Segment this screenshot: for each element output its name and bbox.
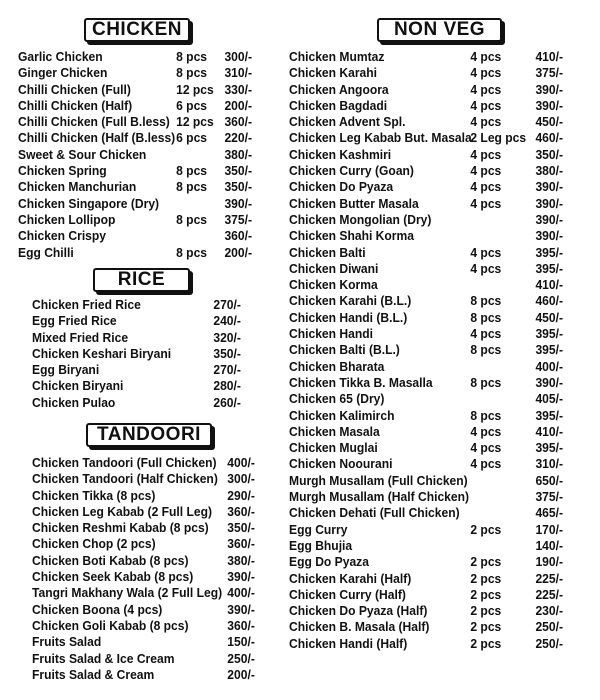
item-name: Chicken Tikka B. Masalla: [289, 374, 433, 390]
item-price: 250/-: [535, 635, 564, 651]
nonveg-menu-item: [289, 212, 568, 228]
item-name: Chicken Reshmi Kabab (8 pcs): [32, 520, 209, 536]
item-price: 225/-: [535, 570, 564, 586]
item-quantity: 4 pcs: [470, 456, 502, 472]
item-price: 390/-: [535, 228, 564, 244]
item-quantity: 4 pcs: [470, 49, 502, 64]
item-name: Chicken Pulao: [32, 394, 116, 410]
item-price: 200/-: [224, 244, 253, 260]
item-name: Chicken Karahi (Half): [289, 570, 412, 586]
item-name: Fruits Salad & Ice Cream: [32, 650, 175, 666]
rice-menu-item: [32, 362, 261, 378]
tandoori-menu-item: [32, 455, 261, 471]
item-quantity: 2 pcs: [470, 521, 502, 537]
item-quantity: 4 pcs: [470, 179, 502, 195]
nonveg-menu-item: [289, 228, 568, 244]
nonveg-section-header: NON VEG: [377, 18, 502, 42]
item-price: 460/-: [535, 130, 564, 146]
item-name: Chicken Handi (B.L.): [289, 309, 408, 325]
item-name: Chicken Curry (Goan): [289, 163, 414, 179]
item-price: 360/-: [227, 503, 255, 519]
item-price: 390/-: [227, 569, 255, 585]
item-name: Chicken Mumtaz: [289, 49, 385, 64]
nonveg-menu-item: [289, 489, 568, 505]
rice-section-header: RICE: [93, 268, 190, 292]
item-price: 360/-: [224, 114, 253, 130]
rice-menu-item: [32, 346, 261, 362]
nonveg-menu-item: [289, 456, 568, 472]
nonveg-menu-item: [289, 65, 568, 81]
item-name: Chicken Manchurian: [18, 179, 137, 195]
item-name: Chicken Karahi: [289, 65, 378, 81]
tandoori-menu-item: [32, 471, 261, 487]
item-name: Chicken Fried Rice: [32, 297, 141, 312]
item-price: 350/-: [224, 163, 253, 179]
item-name: Fruits Salad & Cream: [32, 666, 155, 682]
item-price: 375/-: [535, 489, 564, 505]
item-name: Chicken Leg Kabab But. Masala: [289, 130, 472, 146]
item-quantity: 4 pcs: [470, 146, 502, 162]
item-quantity: 8 pcs: [470, 374, 502, 390]
chicken-menu-item: [18, 114, 260, 130]
item-price: 260/-: [213, 394, 241, 410]
tandoori-section-header: TANDOORI: [86, 423, 212, 447]
item-name: Chicken Shahi Korma: [289, 228, 414, 244]
nonveg-menu-item: [289, 82, 568, 98]
item-name: Chicken Biryani: [32, 378, 124, 394]
rice-menu-item: [32, 297, 261, 313]
item-price: 310/-: [224, 65, 253, 81]
nonveg-menu-item: [289, 440, 568, 456]
item-price: 650/-: [535, 472, 564, 488]
item-price: 395/-: [535, 440, 564, 456]
tandoori-menu-item: [32, 651, 261, 667]
item-name: Chicken Boona (4 pcs): [32, 601, 163, 617]
item-name: Chilli Chicken (Full): [18, 81, 131, 97]
item-quantity: 2 pcs: [470, 570, 502, 586]
item-name: Chicken Lollipop: [18, 211, 116, 227]
item-price: 320/-: [213, 329, 241, 345]
item-name: Chilli Chicken (Half): [18, 97, 133, 113]
item-name: Chicken Tandoori (Half Chicken): [32, 471, 218, 487]
item-name: Chicken Keshari Biryani: [32, 345, 172, 361]
chicken-menu-item: [18, 65, 260, 81]
item-name: Mixed Fried Rice: [32, 329, 129, 345]
tandoori-menu-item: [32, 504, 261, 520]
item-name: Chicken Crispy: [18, 228, 107, 244]
chicken-menu-item: [18, 130, 260, 146]
item-quantity: 4 pcs: [470, 195, 502, 211]
item-name: Egg Do Pyaza: [289, 554, 369, 570]
item-price: 400/-: [227, 585, 255, 601]
nonveg-menu-item: [289, 522, 568, 538]
item-price: 230/-: [535, 603, 564, 619]
chicken-section-header: CHICKEN: [84, 18, 190, 42]
tandoori-menu-item: [32, 602, 261, 618]
item-quantity: 8 pcs: [470, 293, 502, 309]
nonveg-menu-item: [289, 147, 568, 163]
item-quantity: 8 pcs: [176, 211, 208, 227]
item-price: 170/-: [535, 521, 564, 537]
chicken-menu-item: [18, 196, 260, 212]
item-quantity: 6 pcs: [176, 130, 208, 146]
chicken-menu-item: [18, 82, 260, 98]
nonveg-menu-item: [289, 245, 568, 261]
item-price: 450/-: [535, 309, 564, 325]
item-name: Egg Bhujia: [289, 537, 353, 553]
item-quantity: 8 pcs: [176, 65, 208, 81]
tandoori-menu-item: [32, 536, 261, 552]
item-quantity: 8 pcs: [176, 179, 208, 195]
item-price: 460/-: [535, 293, 564, 309]
item-price: 395/-: [535, 342, 564, 358]
item-name: Chicken Korma: [289, 277, 378, 293]
item-name: Egg Chilli: [18, 244, 74, 260]
item-name: Chicken Tandoori (Full Chicken): [32, 455, 217, 470]
chicken-menu-item: [18, 228, 260, 244]
item-price: 360/-: [227, 536, 255, 552]
tandoori-menu-item: [32, 618, 261, 634]
nonveg-menu-item: [289, 179, 568, 195]
item-name: Murgh Musallam (Full Chicken): [289, 472, 468, 488]
chicken-menu-item: [18, 163, 260, 179]
tandoori-menu-item: [32, 553, 261, 569]
item-quantity: 2 pcs: [470, 603, 502, 619]
item-name: Chicken Karahi (B.L.): [289, 293, 412, 309]
nonveg-menu-item: [289, 326, 568, 342]
item-quantity: 4 pcs: [470, 114, 502, 130]
chicken-menu-item: [18, 98, 260, 114]
item-name: Chicken Curry (Half): [289, 586, 406, 602]
item-name: Chicken Dehati (Full Chicken): [289, 505, 460, 521]
item-price: 250/-: [535, 619, 564, 635]
nonveg-menu-item: [289, 130, 568, 146]
item-name: Chicken Do Pyaza (Half): [289, 603, 428, 619]
item-price: 410/-: [535, 49, 564, 64]
rice-menu-item: [32, 313, 261, 329]
tandoori-menu-item: [32, 634, 261, 650]
item-price: 225/-: [535, 586, 564, 602]
item-price: 410/-: [535, 423, 564, 439]
item-price: 200/-: [227, 666, 255, 682]
chicken-list: [18, 49, 278, 261]
item-price: 190/-: [535, 554, 564, 570]
item-name: Murgh Musallam (Half Chicken): [289, 489, 470, 505]
item-name: Chilli Chicken (Half (B.less): [18, 130, 176, 146]
item-name: Chicken Kalimirch: [289, 407, 395, 423]
item-quantity: 2 pcs: [470, 635, 502, 651]
item-quantity: 12 pcs: [176, 114, 214, 130]
nonveg-menu-item: [289, 293, 568, 309]
tandoori-menu-item: [32, 585, 261, 601]
item-name: Chicken Boti Kabab (8 pcs): [32, 552, 189, 568]
nonveg-menu-item: [289, 98, 568, 114]
nonveg-menu-item: [289, 587, 568, 603]
item-quantity: 6 pcs: [176, 97, 208, 113]
item-name: Chicken Bagdadi: [289, 97, 388, 113]
item-name: Chicken Muglai: [289, 440, 378, 456]
nonveg-menu-item: [289, 359, 568, 375]
rice-list: [32, 297, 278, 411]
item-price: 290/-: [227, 487, 255, 503]
nonveg-menu-item: [289, 538, 568, 554]
item-quantity: 4 pcs: [470, 260, 502, 276]
item-price: 390/-: [535, 374, 564, 390]
item-name: Chicken Balti: [289, 244, 366, 260]
nonveg-menu-item: [289, 636, 568, 652]
item-quantity: 8 pcs: [176, 49, 208, 64]
item-quantity: 8 pcs: [470, 407, 502, 423]
item-name: Garlic Chicken: [18, 49, 103, 64]
nonveg-menu-item: [289, 571, 568, 587]
item-price: 350/-: [227, 520, 255, 536]
item-name: Chicken Goli Kabab (8 pcs): [32, 617, 189, 633]
item-quantity: 2 pcs: [470, 619, 502, 635]
nonveg-menu-item: [289, 391, 568, 407]
item-quantity: 4 pcs: [470, 440, 502, 456]
item-price: 405/-: [535, 391, 564, 407]
item-price: 280/-: [213, 378, 241, 394]
nonveg-menu-item: [289, 473, 568, 489]
item-price: 350/-: [213, 345, 241, 361]
item-price: 395/-: [535, 407, 564, 423]
item-quantity: 8 pcs: [470, 342, 502, 358]
item-name: Chicken Chop (2 pcs): [32, 536, 156, 552]
item-price: 350/-: [535, 146, 564, 162]
rice-menu-item: [32, 395, 261, 411]
item-name: Chicken Masala: [289, 423, 380, 439]
nonveg-menu-item: [289, 49, 568, 65]
item-name: Sweet & Sour Chicken: [18, 146, 147, 162]
nonveg-menu-item: [289, 408, 568, 424]
nonveg-menu-item: [289, 310, 568, 326]
item-name: Chicken Bharata: [289, 358, 385, 374]
item-name: Chicken Angoora: [289, 81, 389, 97]
rice-menu-item: [32, 378, 261, 394]
item-price: 390/-: [535, 179, 564, 195]
item-name: Chicken Seek Kabab (8 pcs): [32, 569, 194, 585]
item-quantity: 4 pcs: [470, 423, 502, 439]
item-quantity: 4 pcs: [470, 65, 502, 81]
item-price: 390/-: [227, 601, 255, 617]
item-price: 250/-: [227, 650, 255, 666]
item-price: 375/-: [535, 65, 564, 81]
nonveg-menu-item: [289, 505, 568, 521]
item-price: 380/-: [227, 552, 255, 568]
item-price: 300/-: [224, 49, 253, 64]
item-quantity: 4 pcs: [470, 97, 502, 113]
item-price: 360/-: [227, 617, 255, 633]
item-price: 140/-: [535, 537, 564, 553]
item-name: Chilli Chicken (Full B.less): [18, 114, 170, 130]
item-name: Chicken Singapore (Dry): [18, 195, 160, 211]
item-price: 450/-: [535, 114, 564, 130]
item-quantity: 2 pcs: [470, 554, 502, 570]
item-price: 360/-: [224, 228, 253, 244]
item-price: 410/-: [535, 277, 564, 293]
chicken-menu-item: [18, 245, 260, 261]
item-name: Tangri Makhany Wala (2 Full Leg): [32, 585, 223, 601]
rice-menu-item: [32, 330, 261, 346]
item-quantity: 8 pcs: [176, 163, 208, 179]
item-quantity: 2 Leg pcs: [470, 130, 527, 146]
item-price: 390/-: [535, 81, 564, 97]
chicken-menu-item: [18, 212, 260, 228]
item-name: Chicken Kashmiri: [289, 146, 392, 162]
item-name: Chicken Handi: [289, 326, 373, 342]
item-name: Chicken B. Masala (Half): [289, 619, 430, 635]
item-name: Chicken Balti (B.L.): [289, 342, 400, 358]
item-name: Ginger Chicken: [18, 65, 108, 81]
chicken-menu-item: [18, 49, 260, 65]
nonveg-list: [289, 49, 589, 652]
item-name: Chicken Do Pyaza: [289, 179, 394, 195]
item-name: Egg Biryani: [32, 362, 100, 378]
tandoori-menu-item: [32, 667, 261, 683]
item-name: Chicken Diwani: [289, 260, 379, 276]
item-name: Chicken Noourani: [289, 456, 393, 472]
nonveg-menu-item: [289, 163, 568, 179]
tandoori-menu-item: [32, 569, 261, 585]
item-quantity: 8 pcs: [470, 309, 502, 325]
item-price: 300/-: [227, 471, 255, 487]
item-price: 350/-: [224, 179, 253, 195]
nonveg-menu-item: [289, 603, 568, 619]
item-price: 380/-: [535, 163, 564, 179]
item-price: 390/-: [535, 97, 564, 113]
item-name: Chicken Mongolian (Dry): [289, 211, 432, 227]
item-price: 220/-: [224, 130, 253, 146]
item-quantity: 2 pcs: [470, 586, 502, 602]
item-name: Chicken 65 (Dry): [289, 391, 385, 407]
tandoori-list: [32, 455, 278, 683]
item-quantity: 4 pcs: [470, 244, 502, 260]
nonveg-menu-item: [289, 424, 568, 440]
item-price: 395/-: [535, 244, 564, 260]
item-price: 200/-: [224, 97, 253, 113]
nonveg-menu-item: [289, 619, 568, 635]
item-price: 390/-: [224, 195, 253, 211]
item-name: Egg Curry: [289, 521, 348, 537]
item-price: 395/-: [535, 326, 564, 342]
chicken-menu-item: [18, 147, 260, 163]
nonveg-menu-item: [289, 375, 568, 391]
nonveg-menu-item: [289, 196, 568, 212]
nonveg-menu-item: [289, 554, 568, 570]
item-quantity: 4 pcs: [470, 326, 502, 342]
item-name: Chicken Advent Spl.: [289, 114, 406, 130]
item-quantity: 12 pcs: [176, 81, 214, 97]
item-quantity: 4 pcs: [470, 81, 502, 97]
item-price: 310/-: [535, 456, 564, 472]
item-name: Chicken Handi (Half): [289, 635, 408, 651]
item-name: Chicken Butter Masala: [289, 195, 419, 211]
chicken-menu-item: [18, 179, 260, 195]
nonveg-menu-item: [289, 261, 568, 277]
nonveg-menu-item: [289, 277, 568, 293]
item-name: Fruits Salad: [32, 634, 102, 650]
item-name: Egg Fried Rice: [32, 313, 117, 329]
item-price: 240/-: [213, 313, 241, 329]
item-price: 380/-: [224, 146, 253, 162]
item-price: 150/-: [227, 634, 255, 650]
nonveg-menu-item: [289, 114, 568, 130]
item-price: 330/-: [224, 81, 253, 97]
item-price: 395/-: [535, 260, 564, 276]
item-price: 270/-: [213, 362, 241, 378]
item-price: 390/-: [535, 211, 564, 227]
item-name: Chicken Spring: [18, 163, 107, 179]
item-price: 375/-: [224, 211, 253, 227]
item-price: 400/-: [535, 358, 564, 374]
tandoori-menu-item: [32, 488, 261, 504]
tandoori-menu-item: [32, 520, 261, 536]
item-quantity: 8 pcs: [176, 244, 208, 260]
item-quantity: 4 pcs: [470, 163, 502, 179]
item-name: Chicken Leg Kabab (2 Full Leg): [32, 503, 213, 519]
item-price: 270/-: [213, 297, 241, 312]
item-price: 400/-: [227, 455, 255, 470]
item-name: Chicken Tikka (8 pcs): [32, 487, 156, 503]
item-price: 390/-: [535, 195, 564, 211]
item-price: 465/-: [535, 505, 564, 521]
nonveg-menu-item: [289, 342, 568, 358]
